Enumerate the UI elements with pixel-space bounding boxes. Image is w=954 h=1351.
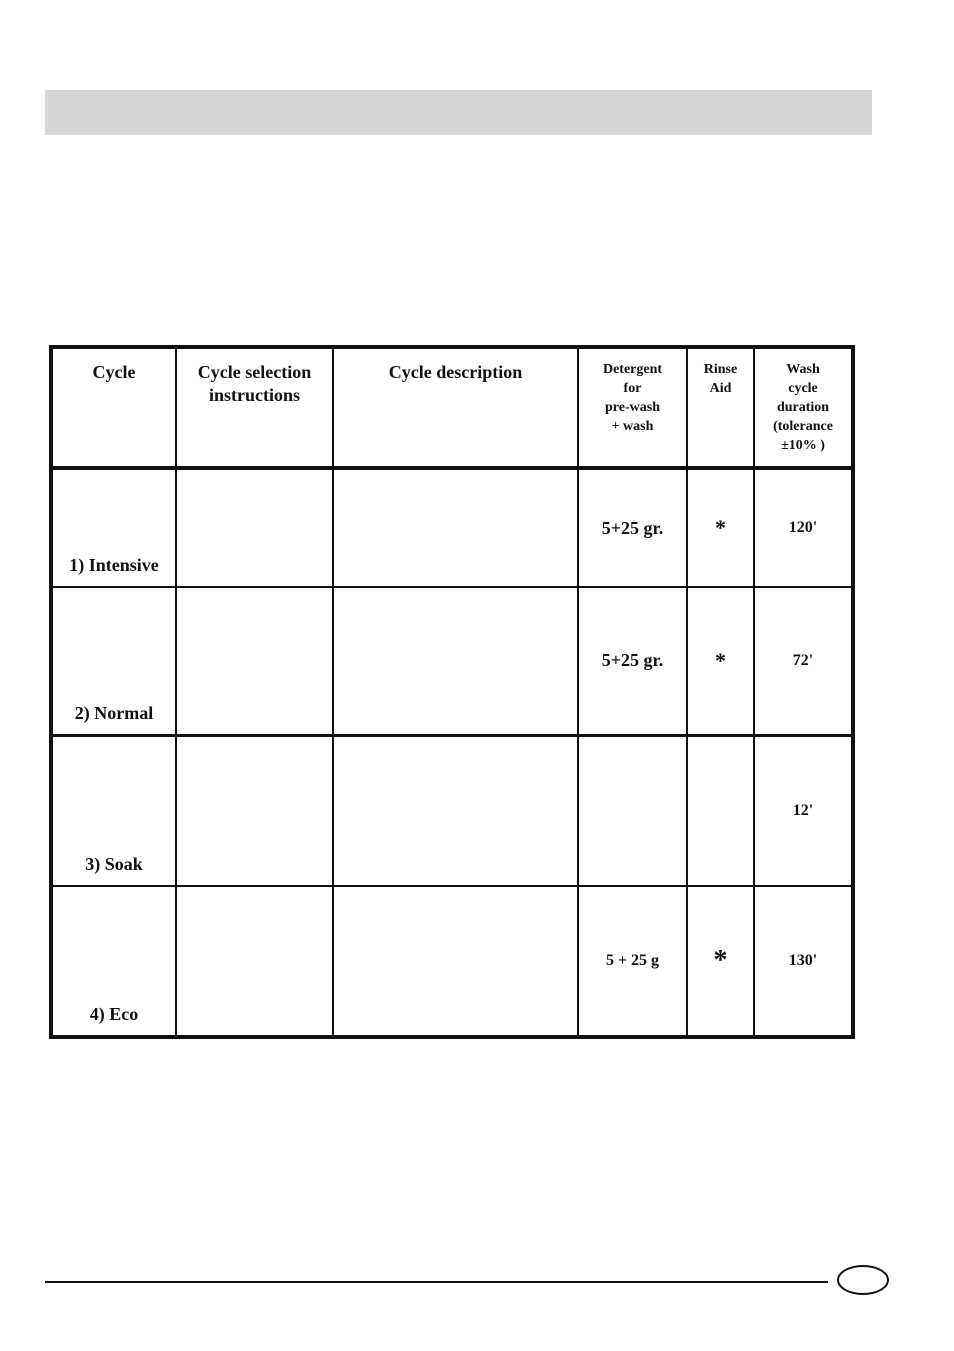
header-cycle-selection: Cycle selection instructions: [176, 347, 333, 468]
duration-cell: 12': [754, 735, 853, 886]
selection-cell: [176, 886, 333, 1037]
cycle-name-cell: 2) Normal: [51, 587, 176, 735]
table-row: [51, 587, 853, 735]
detergent-cell: 5 + 25 g: [578, 886, 687, 1037]
header-detergent: Detergent for pre-wash + wash: [578, 347, 687, 468]
duration-cell: 130': [754, 886, 853, 1037]
table-header-row: [51, 347, 853, 468]
detergent-cell: 5+25 gr.: [578, 468, 687, 587]
detergent-cell: [578, 735, 687, 886]
page-number-oval: [837, 1265, 889, 1295]
cycle-name-cell: 3) Soak: [51, 735, 176, 886]
duration-cell: 120': [754, 468, 853, 587]
header-wash-duration: Wash cycle duration (tolerance ±10% ): [754, 347, 853, 468]
detergent-cell: 5+25 gr.: [578, 587, 687, 735]
description-cell: [333, 587, 578, 735]
selection-cell: [176, 735, 333, 886]
table-row: [51, 735, 853, 886]
footer-rule: [45, 1281, 828, 1283]
table-row: [51, 886, 853, 1037]
selection-cell: [176, 587, 333, 735]
description-cell: [333, 468, 578, 587]
description-cell: [333, 735, 578, 886]
header-cycle-description: Cycle description: [333, 347, 578, 468]
header-rinse-aid: Rinse Aid: [687, 347, 754, 468]
rinse-aid-cell: [687, 735, 754, 886]
selection-cell: [176, 468, 333, 587]
cycle-name-cell: 1) Intensive: [51, 468, 176, 587]
duration-cell: 72': [754, 587, 853, 735]
rinse-aid-cell: *: [687, 886, 754, 1037]
description-cell: [333, 886, 578, 1037]
table-row: [51, 468, 853, 587]
header-cycle: Cycle: [51, 347, 176, 468]
cycle-name-cell: 4) Eco: [51, 886, 176, 1037]
section-title-bar: [45, 90, 872, 135]
wash-cycle-table: [49, 345, 855, 1039]
rinse-aid-cell: *: [687, 468, 754, 587]
rinse-aid-cell: *: [687, 587, 754, 735]
